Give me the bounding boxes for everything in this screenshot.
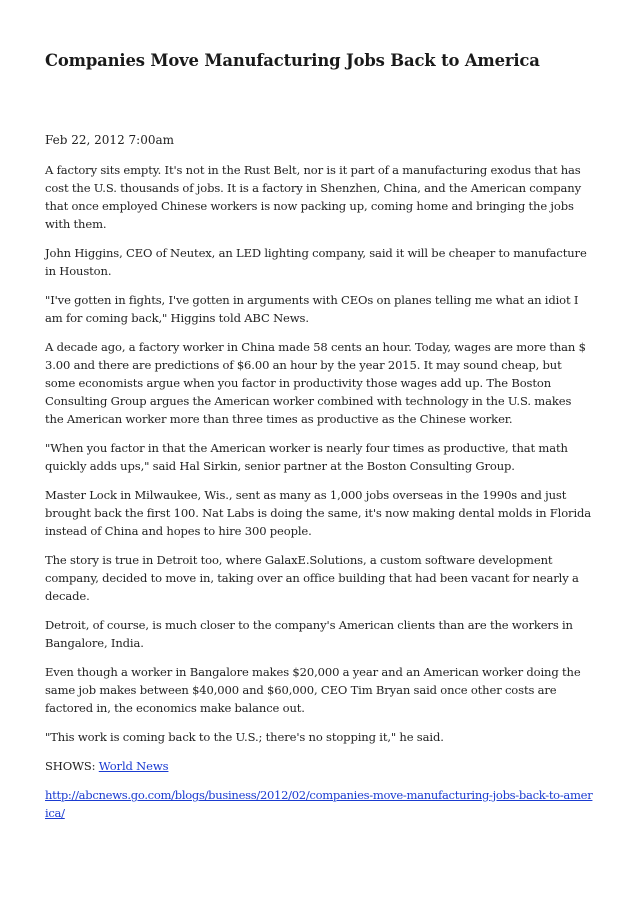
source-url-line	[45, 786, 593, 822]
article-date: Feb 22, 2012 7:00am	[45, 133, 174, 147]
paragraph-6: Master Lock in Milwaukee, Wis., sent as many as 1,000 jobs overseas in the 1990s and just brought back the first 100. Nat Labs is doing the same, it's now making dental molds in Florida instead of China and hopes to hire 300 people.	[45, 488, 592, 538]
world-news-link[interactable]: World News	[98, 759, 169, 773]
document-page	[45, 46, 593, 822]
paragraph-5: "When you factor in that the American worker is nearly four times as productive, that math quickly adds ups," said Hal Sirkin, senior partner at the Boston Consulting Group.	[45, 441, 568, 473]
paragraph-7: The story is true in Detroit too, where GalaxE.Solutions, a custom software development company, decided to move in, taking over an office building that had been vacant for nearly a decade.	[45, 553, 579, 603]
paragraph-9: Even though a worker in Bangalore makes $20,000 a year and an American worker doing the same job makes between $40,000 and $60,000, CEO Tim Bryan said once other costs are factored in, the economics make balance out.	[45, 665, 581, 715]
paragraph-3: "I've gotten in fights, I've gotten in arguments with CEOs on planes telling me what an idiot I am for coming back," Higgins told ABC News.	[45, 293, 579, 325]
shows-label: SHOWS:	[45, 759, 96, 773]
source-url-link[interactable]: http://abcnews.go.com/blogs/business/2012/02/companies-move-manufacturing-jobs-back-to-america/	[45, 788, 593, 820]
paragraph-1: A factory sits empty. It's not in the Rust Belt, nor is it part of a manufacturing exodus that has cost the U.S. thousands of jobs. It is a factory in Shenzhen, China, and the American company that once employed Chinese workers is now packing up, coming home and bringing the jobs with them.	[45, 163, 582, 231]
paragraph-4: A decade ago, a factory worker in China made 58 cents an hour. Today, wages are more than $ 3.00 and there are predictions of $6.00 an hour by the year 2015. It may sound cheap, but some economists argue when you factor in productivity those wages add up. The Boston Consulting Group argues the American worker combined with technology in the U.S. makes the American worker more than three times as productive as the Chinese worker.	[45, 340, 586, 426]
paragraph-2: John Higgins, CEO of Neutex, an LED lighting company, said it will be cheaper to manufacture in Houston.	[45, 246, 587, 278]
shows-line	[45, 757, 593, 775]
article-title: Companies Move Manufacturing Jobs Back to America	[45, 51, 540, 70]
paragraph-8: Detroit, of course, is much closer to the company's American clients than are the workers in Bangalore, India.	[45, 618, 573, 650]
paragraph-10: "This work is coming back to the U.S.; there's no stopping it," he said.	[45, 730, 444, 744]
